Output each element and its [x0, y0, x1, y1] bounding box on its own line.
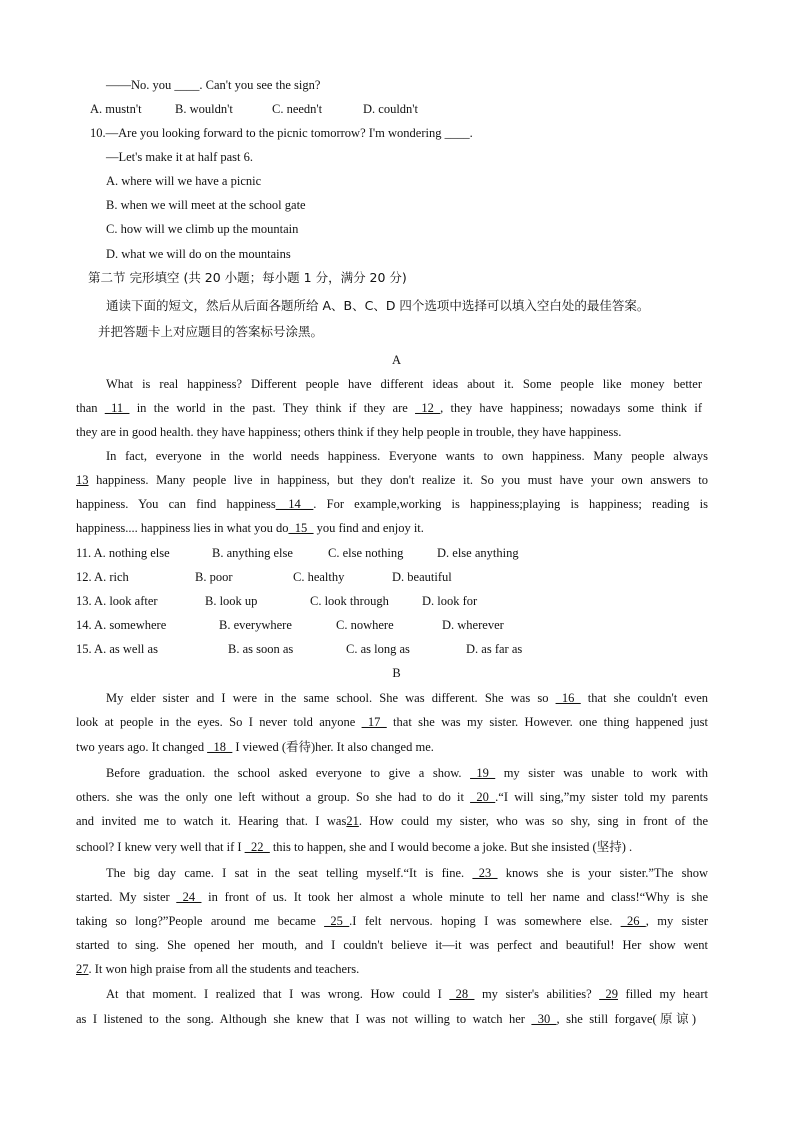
- passage-b-p4-line1: At that moment. I realized that I was wrong. How could I _28_ my sister's abilities? _29 filled my heart: [106, 987, 708, 1001]
- passage-b-p1-line2: look at people in the eyes. So I never told anyone _17_ that she was my sister. However. one thing happened just: [76, 715, 708, 729]
- option-15-c: C. as long as: [346, 642, 410, 656]
- option-11-b: B. anything else: [212, 546, 293, 560]
- q9-option-a: A. mustn't: [90, 102, 142, 116]
- passage-b-p2-line3: and invited me to watch it. Hearing that. I was21. How could my sister, who was so shy, sing in front of the: [76, 814, 709, 828]
- blank-25: _25_: [324, 914, 350, 928]
- blank-11: _11_: [104, 401, 130, 415]
- blank-16: _16_: [555, 691, 581, 705]
- option-12-d: D. beautiful: [392, 570, 452, 584]
- option-12-c: C. healthy: [293, 570, 345, 584]
- q10-option-b: B. when we will meet at the school gate: [106, 198, 306, 212]
- q10-question: 10.—Are you looking forward to the picnic tomorrow? I'm wondering ____.: [90, 126, 473, 140]
- blank-30: _30_: [531, 1012, 557, 1026]
- blank-12: _12_: [415, 401, 441, 415]
- option-13-c: C. look through: [310, 594, 389, 608]
- passage-b-p2-line4: school? I knew very well that if I _22_ this to happen, she and I would become a joke. But she insisted (坚持) .: [76, 840, 633, 854]
- q10-reply: —Let's make it at half past 6.: [106, 150, 254, 164]
- option-15-d: D. as far as: [466, 642, 523, 656]
- passage-b-p3-line5: 27. It won high praise from all the students and teachers.: [76, 962, 360, 976]
- option-13-d: D. look for: [422, 594, 478, 608]
- q9-option-c: C. needn't: [272, 102, 323, 116]
- passage-b-p3-line3: taking so long?”People around me became _25_.I felt nervous. hoping I was somewhere else. _26_, my sister: [76, 914, 708, 928]
- passage-b-p2-line2: others. she was the only one left without a group. So she had to do it _20_.“I will sing,”my sister told my parents: [76, 790, 708, 804]
- blank-22: _22_: [244, 840, 270, 854]
- section-heading: 第二节 完形填空 (共 20 小题；每小题 1 分，满分 20 分): [88, 270, 407, 285]
- blank-29: _29: [599, 987, 618, 1001]
- passage-b-p1-line1: My elder sister and I were in the same school. She was different. She was so _16_ that she couldn't even: [106, 691, 709, 705]
- option-11-c: C. else nothing: [328, 546, 404, 560]
- passage-a-p1-line3: they are in good health. they have happiness; others think if they help people in trouble, they have happiness.: [76, 425, 622, 439]
- option-13-a: 13. A. look after: [76, 594, 158, 608]
- passage-b-p4-line2: as I listened to the song. Although she knew that I was not willing to watch her _30_, she still forgave(原谅): [76, 1012, 696, 1026]
- passage-a-p2-line4: happiness.... happiness lies in what you do_15_ you find and enjoy it.: [76, 521, 424, 535]
- passage-b-p1-line3: two years ago. It changed _18_ I viewed (看待)her. It also changed me.: [76, 740, 434, 754]
- option-14-b: B. everywhere: [219, 618, 292, 632]
- option-11-d: D. else anything: [437, 546, 519, 560]
- blank-13: 13: [76, 473, 89, 487]
- q10-option-d: D. what we will do on the mountains: [106, 247, 291, 261]
- option-15-b: B. as soon as: [228, 642, 294, 656]
- blank-14: __14__: [275, 497, 314, 511]
- option-11-a: 11. A. nothing else: [76, 546, 170, 560]
- blank-18: _18_: [207, 740, 233, 754]
- blank-28: _28_: [449, 987, 475, 1001]
- section-instruction-2: 并把答题卡上对应题目的答案标号涂黑。: [98, 324, 324, 339]
- passage-a-p2-line1: In fact, everyone in the world needs happiness. Everyone wants to own happiness. Many people always: [106, 449, 708, 463]
- blank-15: _15_: [288, 521, 314, 535]
- passage-a-title: A: [391, 353, 402, 367]
- q9-line: ——No. you ____. Can't you see the sign?: [106, 78, 321, 92]
- blank-26: _26_: [620, 914, 646, 928]
- q9-option-d: D. couldn't: [363, 102, 419, 116]
- option-13-b: B. look up: [205, 594, 258, 608]
- blank-24: _24_: [176, 890, 202, 904]
- blank-17: _17_: [361, 715, 387, 729]
- blank-21: 21: [346, 814, 359, 828]
- blank-23: _23_: [472, 866, 498, 880]
- blank-19: _19_: [470, 766, 496, 780]
- passage-a-p1-line1: What is real happiness? Different people have different ideas about it. Some people like money better: [106, 377, 702, 391]
- passage-b-p3-line2: started. My sister _24_ in front of us. It took her almost a whole minute to tell her name and class!“Why is she: [76, 890, 708, 904]
- blank-27: 27: [76, 962, 89, 976]
- passage-a-p2-line2: 13 happiness. Many people live in happiness, but they don't realize it. So you must have your own answers to: [76, 473, 708, 487]
- passage-a-p2-line3: happiness. You can find happiness__14__. For example,working is happiness;playing is happiness; reading is: [76, 497, 708, 511]
- option-14-c: C. nowhere: [336, 618, 394, 632]
- q10-option-a: A. where will we have a picnic: [106, 174, 262, 188]
- option-12-b: B. poor: [195, 570, 233, 584]
- passage-b-title: B: [392, 666, 401, 680]
- option-14-a: 14. A. somewhere: [76, 618, 167, 632]
- q9-option-b: B. wouldn't: [175, 102, 233, 116]
- passage-b-p2-line1: Before graduation. the school asked everyone to give a show. _19_ my sister was unable to work with: [106, 766, 708, 780]
- option-12-a: 12. A. rich: [76, 570, 129, 584]
- passage-a-p1-line2: than _11_ in the world in the past. They think if they are _12_, they have happiness; nowadays some think if: [76, 401, 703, 415]
- option-15-a: 15. A. as well as: [76, 642, 158, 656]
- passage-b-p3-line4: started to sing. She opened her mouth, and I couldn't believe it—it was perfect and beautiful! Her show went: [76, 938, 708, 952]
- blank-20: _20_: [470, 790, 496, 804]
- option-14-d: D. wherever: [442, 618, 504, 632]
- q10-option-c: C. how will we climb up the mountain: [106, 222, 299, 236]
- passage-b-p3-line1: The big day came. I sat in the seat telling myself.“It is fine. _23_ knows she is your sister.”The show: [106, 866, 709, 880]
- section-instruction-1: 通读下面的短文，然后从后面各题所给 A、B、C、D 四个选项中选择可以填入空白处的最佳答案。: [106, 298, 650, 313]
